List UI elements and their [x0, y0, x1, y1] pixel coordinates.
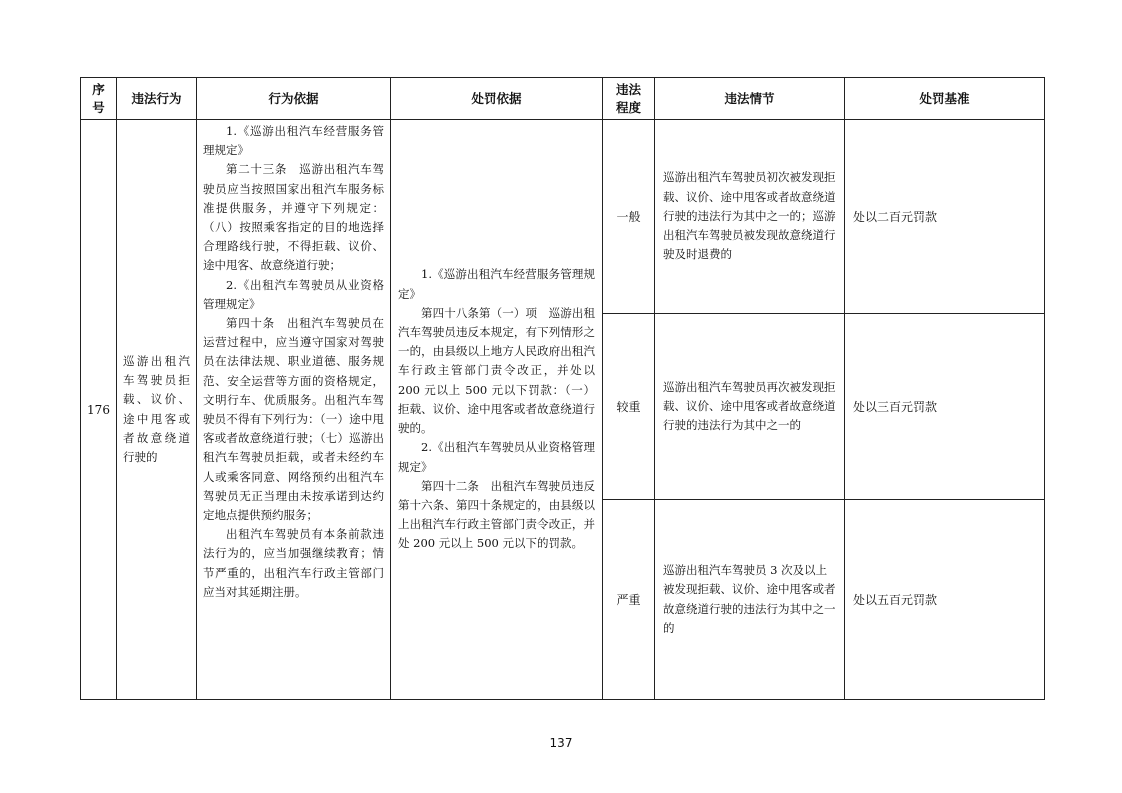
circumstance-severe: 巡游出租汽车驾驶员 3 次及以上被发现拒载、议价、途中甩客或者故意绕道行驶的违法行为其中之一的	[655, 500, 845, 700]
behavior-basis	[197, 120, 391, 700]
penalty-paragraph: 2.《出租汽车驾驶员从业资格管理规定》	[398, 440, 595, 474]
degree-severe: 严重	[603, 500, 655, 700]
header-act: 违法行为	[117, 78, 197, 120]
violation-act: 巡游出租汽车驾驶员拒载、议价、途中甩客或者故意绕道行驶的	[117, 120, 197, 700]
penalty-paragraph: 第四十二条 出租汽车驾驶员违反第十六条、第四十条规定的，由县级以上出租汽车行政主管部门责令改正，并处 200 元以上 500 元以下的罚款。	[398, 478, 595, 551]
circumstance-general: 巡游出租汽车驾驶员初次被发现拒载、议价、途中甩客或者故意绕道行驶的违法行为其中之一的；巡游出租汽车驾驶员被发现故意绕道行驶及时退费的	[655, 120, 845, 314]
header-standard: 处罚基准	[845, 78, 1045, 120]
basis-paragraph: 第二十三条 巡游出租汽车驾驶员应当按照国家出租汽车服务标准提供服务，并遵守下列规定：（八）按照乘客指定的目的地选择合理路线行驶，不得拒载、议价、途中甩客、故意绕道行驶；	[203, 162, 384, 273]
header-circumstance: 违法情节	[655, 78, 845, 120]
degree-general: 一般	[603, 120, 655, 314]
basis-paragraph: 出租汽车驾驶员有本条前款违法行为的，应当加强继续教育；情节严重的，出租汽车行政主管部门应当对其延期注册。	[203, 527, 384, 599]
header-seq: 序号	[81, 78, 117, 120]
penalty-paragraph: 第四十八条第（一）项 巡游出租汽车驾驶员违反本规定，有下列情形之一的，由县级以上地方人民政府出租汽车行政主管部门责令改正，并处以 200 元以上 500 元以下罚款：（一）拒载、议价、途中甩客或者故意绕道行驶的。	[398, 305, 595, 436]
standard-general: 处以二百元罚款	[845, 120, 1045, 314]
header-degree: 违法程度	[603, 78, 655, 120]
degree-serious: 较重	[603, 314, 655, 500]
basis-paragraph: 2.《出租汽车驾驶员从业资格管理规定》	[203, 277, 384, 311]
penalty-paragraph: 1.《巡游出租汽车经营服务管理规定》	[398, 267, 595, 301]
penalty-standard-table	[80, 77, 1045, 700]
row-seq: 176	[81, 120, 117, 700]
standard-severe: 处以五百元罚款	[845, 500, 1045, 700]
penalty-basis	[391, 120, 603, 700]
basis-paragraph: 第四十条 出租汽车驾驶员在运营过程中，应当遵守国家对驾驶员在法律法规、职业道德、服务规范、安全运营等方面的资格规定，文明行车、优质服务。出租汽车驾驶员不得有下列行为：（一）途中甩客或者故意绕道行驶；（七）巡游出租汽车驾驶员拒载，或者未经约车人或乘客同意、网络预约出租汽车驾驶员无正当理由未按承诺到达约定地点提供预约服务；	[203, 316, 384, 523]
page-number: 137	[549, 736, 573, 750]
table-header-row	[81, 78, 1045, 120]
circumstance-serious: 巡游出租汽车驾驶员再次被发现拒载、议价、途中甩客或者故意绕道行驶的违法行为其中之一的	[655, 314, 845, 500]
basis-paragraph: 1.《巡游出租汽车经营服务管理规定》	[203, 124, 384, 158]
standard-serious: 处以三百元罚款	[845, 314, 1045, 500]
table-row	[81, 120, 1045, 314]
header-basis: 行为依据	[197, 78, 391, 120]
header-penalty-basis: 处罚依据	[391, 78, 603, 120]
